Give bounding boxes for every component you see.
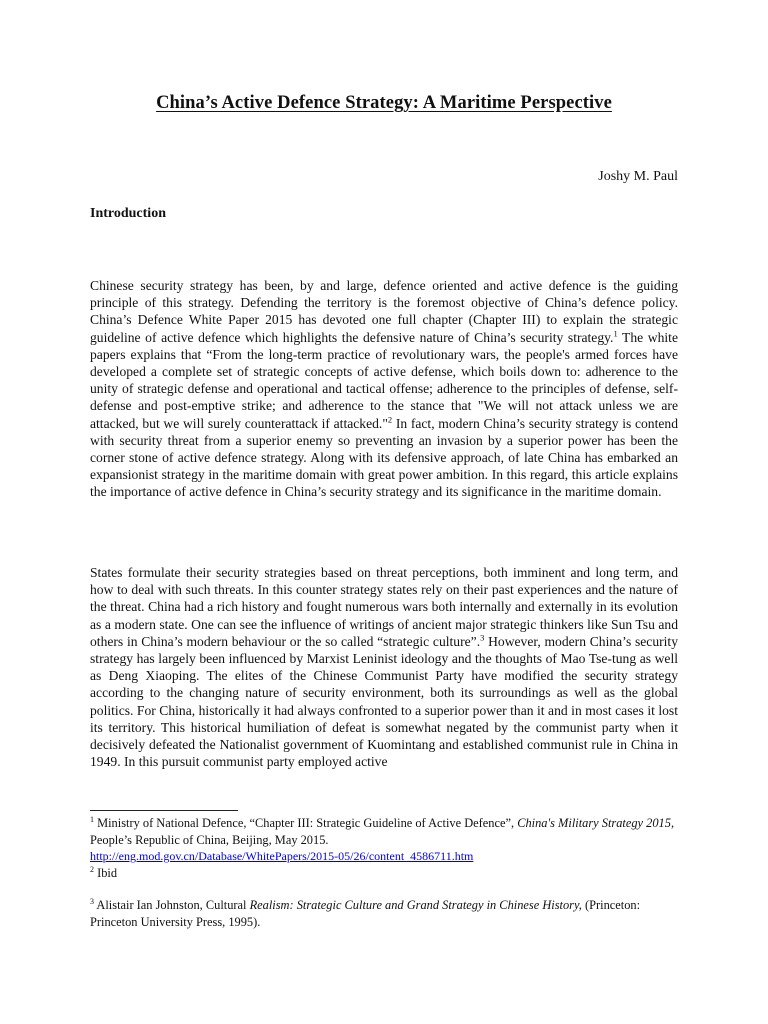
footnote-mark: 1 <box>90 814 94 824</box>
footnote-1 <box>90 815 678 865</box>
footnote-separator <box>90 810 238 811</box>
paragraph-text: States formulate their security strategies based on threat perceptions, both imminent and long term, and how to deal with such threats. In this counter strategy states rely on their past experiences and the nature of the threat. China had a rich history and fought numerous wars both internally and externally in its evolution as a modern state. One can see the influence of writings of ancient major strategic thinkers like Sun Tsu and others in China’s modern behaviour or the so called “strategic culture”. <box>90 565 678 649</box>
footnote-reference-2[interactable]: 2 <box>387 414 393 425</box>
footnote-text: , People’s Republic of China, Beijing, May 2015. <box>90 816 675 847</box>
body-paragraph-1 <box>90 277 678 501</box>
footnote-text: Alistair Ian Johnston, Cultural <box>94 898 250 913</box>
author-name: Joshy M. Paul <box>598 169 678 184</box>
body-paragraph-2 <box>90 564 678 770</box>
section-heading-introduction: Introduction <box>90 206 166 221</box>
paragraph-text: However, modern China’s security strategy has largely been influenced by Marxist Leninist ideology and the thoughts of Mao Tse-tung as well as Deng Xiaoping. The elites of the Chinese Communist Party have modified the security strategy according to the changing nature of security environment, both its surroundings as well as the global politics. For China, historically it had always confronted to a superior power than it and in most cases it lost its territory. This historical humiliation of defeat is somewhat negated by the communist party when it decisively defeated the Nationalist government of Kuomintang and established communist rule in China in 1949. In this pursuit communist party employed active <box>90 633 678 770</box>
paragraph-text: Chinese security strategy has been, by and large, defence oriented and active defence is the guiding principle of this strategy. Defending the territory is the foremost objective of China’s defence policy. China’s Defence White Paper 2015 has devoted one full chapter (Chapter III) to explain the strategic guideline of active defence which highlights the defensive nature of China’s security strategy. <box>90 278 678 345</box>
footnote-reference-3[interactable]: 3 <box>480 632 485 643</box>
footnote-italic-title: China's Military Strategy 2015 <box>517 816 671 830</box>
paragraph-text: The white papers explains that “From the long-term practice of revolutionary wars, the people's armed forces have developed a complete set of strategic concepts of active defense, which boils down to: adherence to the unity of strategic defense and operational and tactical offense; adherence to the principles of defense, self-defense and post-emptive strike; and adherence to the stance that "We will not attack unless we are attacked, but we will surely counterattack if attacked." <box>90 329 678 431</box>
footnote-italic-title: Realism: Strategic Culture and Grand Strategy in Chinese History, <box>249 898 582 913</box>
document-page <box>90 0 678 1024</box>
footnote-2 <box>90 865 678 882</box>
footnote-link[interactable]: http://eng.mod.gov.cn/Database/WhitePapers/2015-05/26/content_4586711.htm <box>90 849 474 864</box>
page-title: China’s Active Defence Strategy: A Maritime Perspective <box>156 93 612 113</box>
footnote-mark: 3 <box>90 897 94 907</box>
footnote-text: (Princeton: Princeton University Press, 1995). <box>90 898 641 929</box>
footnote-3 <box>90 897 678 930</box>
footnote-text: Ibid <box>94 865 118 880</box>
footnote-text: Ministry of National Defence, “Chapter III: Strategic Guideline of Active Defence”, <box>94 816 518 830</box>
footnotes-section <box>90 815 678 931</box>
footnote-reference-1[interactable]: 1 <box>613 328 618 339</box>
footnote-mark: 2 <box>90 864 94 874</box>
paragraph-text: In fact, modern China’s security strategy is contend with security threat from a superior enemy so preventing an invasion by a superior power has been the corner stone of active defence strategy. Along with its defensive approach, of late China has embarked an expansionist strategy in the maritime domain with great power ambition. In this regard, this article explains the importance of active defence in China’s security strategy and its significance in the maritime domain. <box>90 415 678 500</box>
